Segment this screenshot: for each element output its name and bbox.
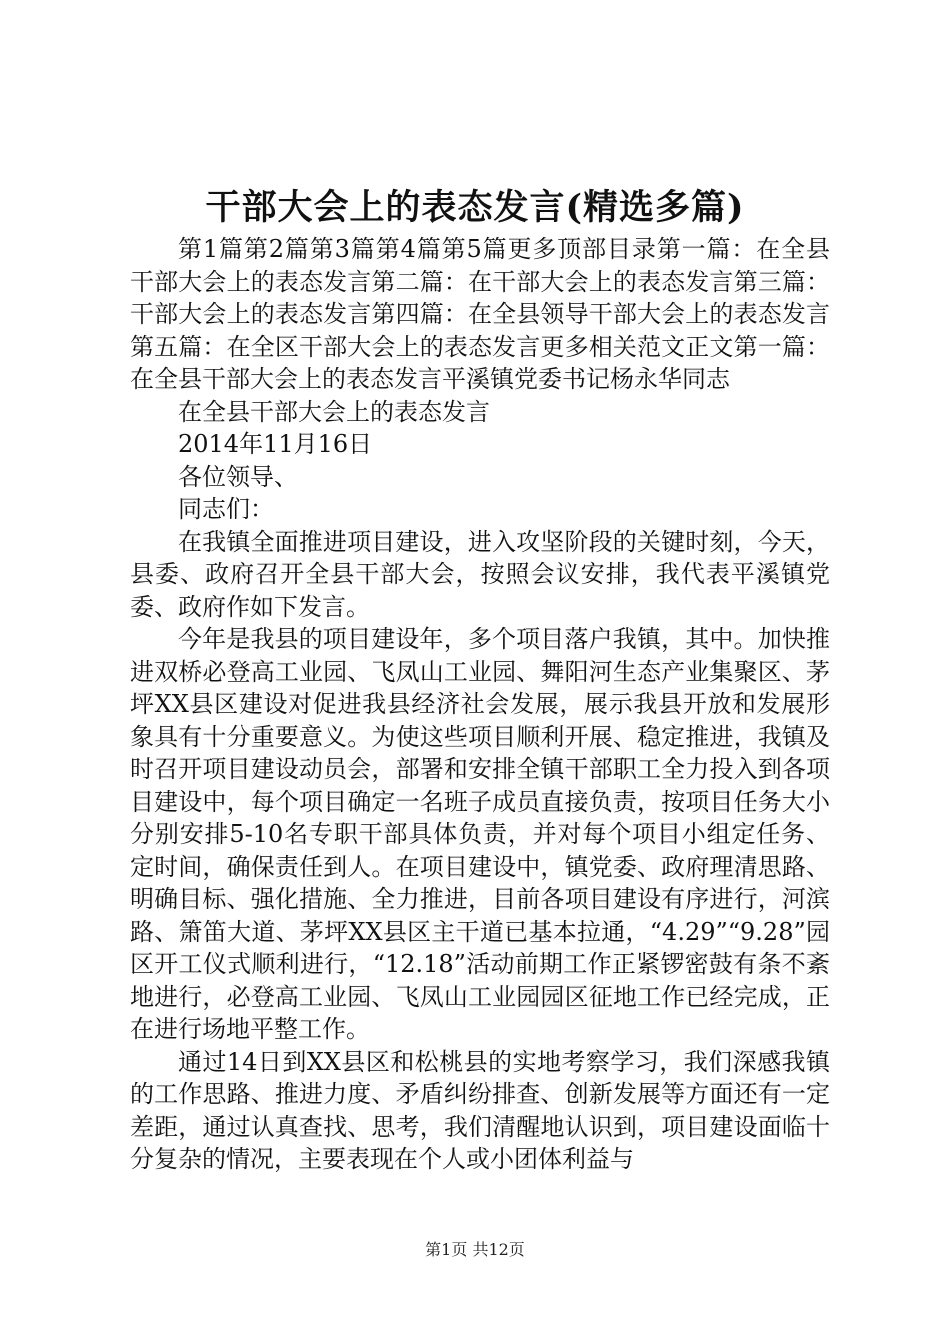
paragraph-heading: 在全县干部大会上的表态发言 <box>178 397 490 426</box>
paragraph-intro: 在我镇全面推进项目建设，进入攻坚阶段的关键时刻，今天，县委、政府召开全县干部大会，按照会议安排，我代表平溪镇党委、政府作如下发言。 <box>130 527 830 621</box>
paragraph-toc: 第1篇第2篇第3篇第4篇第5篇更多顶部目录第一篇：在全县干部大会上的表态发言第二篇：在干部大会上的表态发言第三篇：干部大会上的表态发言第四篇：在全县领导干部大会上的表态发言第五篇：在全区干部大会上的表态发言更多相关范文正文第一篇：在全县干部大会上的表态发言平溪镇党委书记杨永华同志 <box>130 235 830 393</box>
document-title: 干部大会上的表态发言(精选多篇) <box>205 187 745 228</box>
paragraph-date: 2014年11月16日 <box>178 430 373 458</box>
paragraph-salutation-leaders: 各位领导、 <box>178 462 298 491</box>
paragraph-projects: 今年是我县的项目建设年，多个项目落户我镇，其中。加快推进双桥必登高工业园、飞凤山工业园、舞阳河生态产业集聚区、茅坪XX县区建设对促进我县经济社会发展，展示我县开放和发展形象具有十分重要意义。为使这些项目顺利开展、稳定推进，我镇及时召开项目建设动员会，部署和安排全镇干部职工全力投入到各项目建设中，每个项目确定一名班子成员直接负责，按项目任务大小分别安排5-10名专职干部具体负责，并对每个项目小组定任务、定时间，确保责任到人。在项目建设中，镇党委、政府理清思路、明确目标、强化措施、全力推进，目前各项目建设有序进行，河滨路、箫笛大道、茅坪XX县区主干道已基本拉通，“4.29”“9.28”园区开工仪式顺利进行，“12.18”活动前期工作正紧锣密鼓有条不紊地进行，必登高工业园、飞凤山工业园园区征地工作已经完成，正在进行场地平整工作。 <box>130 625 830 1043</box>
document-body <box>130 233 830 1176</box>
paragraph-salutation-comrades: 同志们： <box>178 495 274 523</box>
paragraph-study: 通过14日到XX县区和松桃县的实地考察学习，我们深感我镇的工作思路、推进力度、矛盾纠纷排查、创新发展等方面还有一定差距，通过认真查找、思考，我们清醒地认识到，项目建设面临十分复杂的情况，主要表现在个人或小团体利益与 <box>130 1047 830 1173</box>
page-footer: 第1页 共12页 <box>425 1240 525 1259</box>
